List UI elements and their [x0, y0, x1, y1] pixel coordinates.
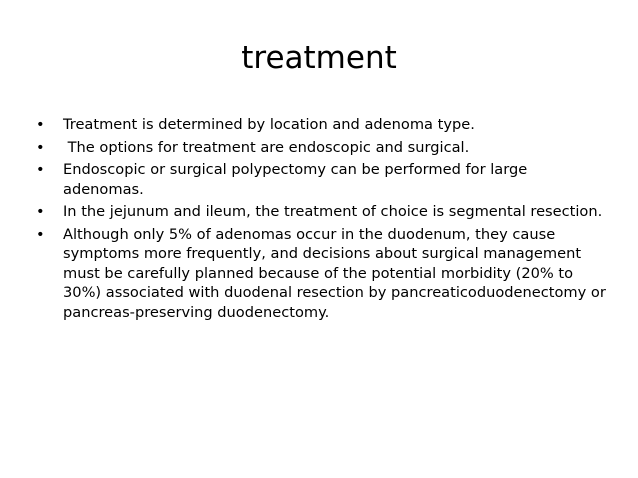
bullet-text: Although only 5% of adenomas occur in the duodenum, they cause symptoms more frequently, and decisions about surgical management must be carefully planned because of the potential morbidity (20% to 30%) associated with duodenal resection by pancreaticoduodenectomy or pancreas-preserving duodenectomy. [63, 225, 606, 321]
bullet-item [36, 225, 611, 323]
bullet-icon: • [36, 225, 45, 243]
bullet-icon: • [36, 161, 45, 178]
slide-title: treatment [241, 40, 397, 76]
bullet-icon: • [36, 116, 45, 133]
bullet-item [36, 160, 611, 199]
bullet-text: Endoscopic or surgical polypectomy can be performed for large adenomas. [63, 161, 528, 198]
bullet-icon: • [36, 203, 45, 220]
bullet-list [36, 115, 611, 325]
bullet-text: Treatment is determined by location and adenoma type. [63, 116, 475, 133]
bullet-item [36, 202, 611, 222]
bullet-item [36, 138, 611, 158]
bullet-item [36, 115, 611, 135]
bullet-text: The options for treatment are endoscopic and surgical. [63, 138, 470, 156]
bullet-text: In the jejunum and ileum, the treatment of choice is segmental resection. [63, 203, 603, 220]
bullet-icon: • [36, 138, 45, 156]
